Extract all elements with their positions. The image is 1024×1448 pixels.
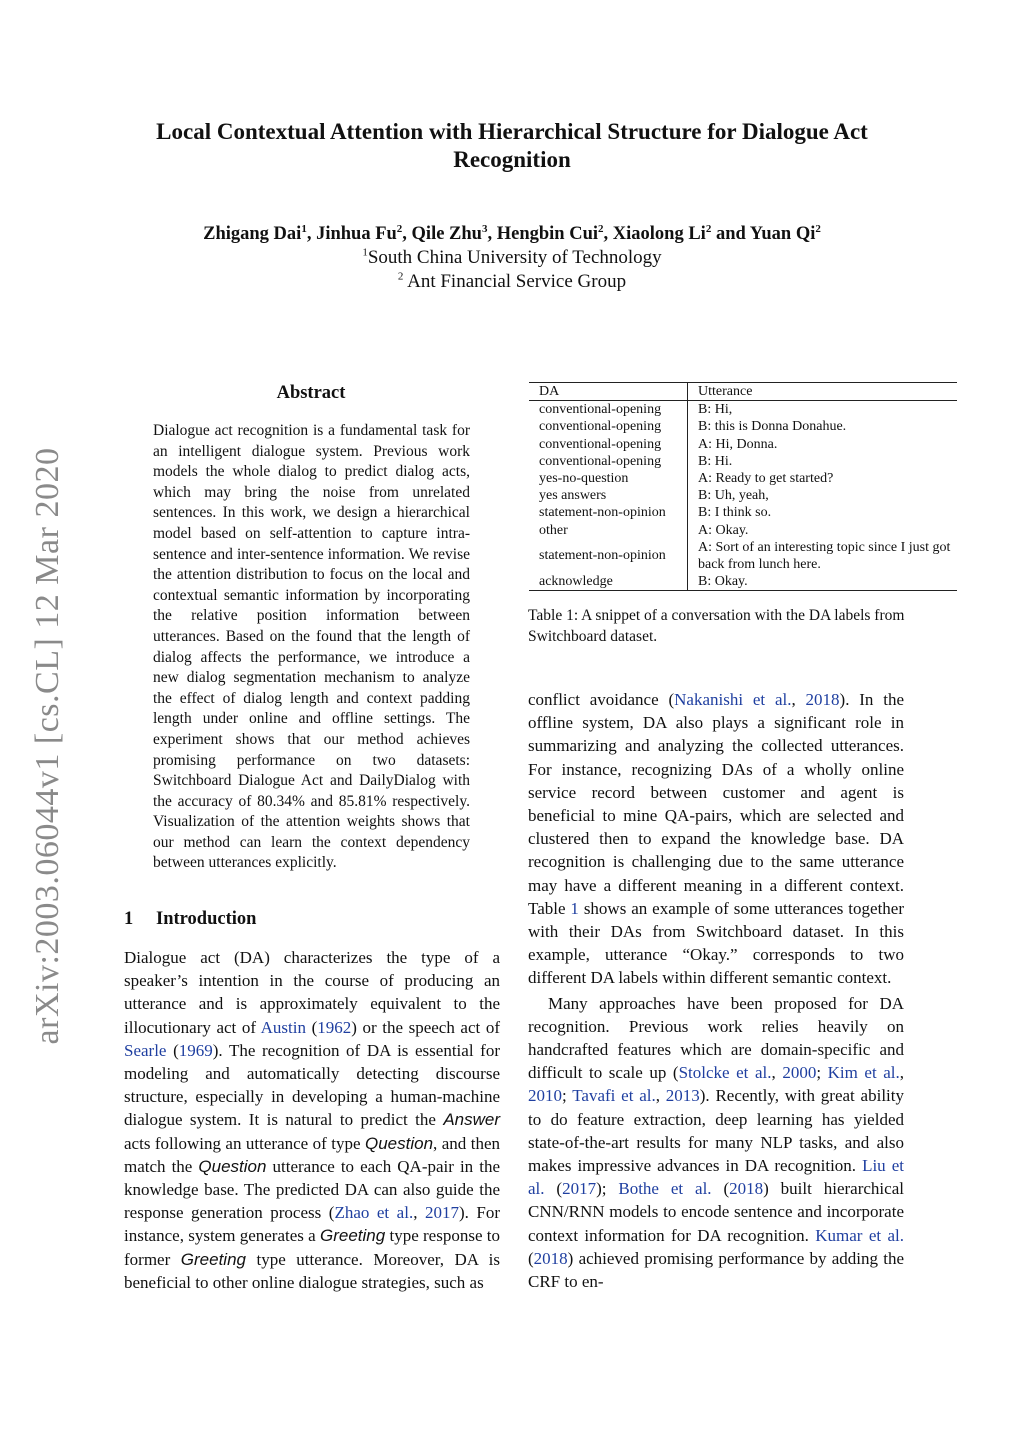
table-row — [529, 436, 957, 453]
table-cell: yes answers — [529, 487, 688, 504]
table-cell: conventional-opening — [529, 401, 688, 419]
author: Xiaolong Li$^2$ — [612, 222, 712, 244]
table-cell: B: Hi, — [698, 402, 733, 418]
table-row — [529, 522, 957, 539]
affiliation: $^2$ Ant Financial Service Group — [397, 270, 627, 292]
table-cell: A: Okay. — [698, 522, 749, 538]
citation-link[interactable]: Searle — [124, 1040, 167, 1060]
arxiv-identifier-stamp: arXiv:2003.06044v1 [cs.CL] 12 Mar 2020 — [29, 447, 66, 1045]
table-row — [529, 539, 957, 573]
abstract-text: Dialogue act recognition is a fundamental task for an intelligent dialogue system. Previous work models the whole dialog to predict dialog acts, which may bring the noise from unrelated sentences. In this work, we design a hierarchical model based on self-attention to capture intra-sentence and inter-sentence information. We revise the attention distribution to focus on the local and contextual semantic information by incorporating the relative position information between utterances. Based on the found that the length of dialog affects the performance, we introduce a new dialog segmentation mechanism to analyze the effect of dialog length and context padding length under online and offline settings. The experiment shows that our method achieves promising performance on two datasets: Switchboard Dialogue Act and DailyDialog with the accuracy of 80.34% and 85.81% respectively. Visualization of the attention weights shows that our method can learn the context dependency between utterances explicitly. — [153, 422, 470, 872]
citation-link[interactable]: 2010 — [528, 1086, 562, 1106]
citation-link[interactable]: 2018 — [805, 690, 840, 709]
table-row — [529, 573, 957, 591]
dialogue-act-table — [529, 382, 957, 591]
paragraph: conflict avoidance (Nakanishi et al., 2018). In the offline system, DA also plays a significant role in summarizing and analyzing the collected utterances. For instance, recognizing DAs of a wholly online service record between customer and agent is beneficial to mine QA-pairs, which are selected and clustered then to expand the knowledge base. DA recognition is challenging due to the same utterance may have a different meaning in a different context. Table 1 shows an example of some utterances together with their DAs from Switchboard dataset. In this example, utterance “Okay.” corresponds to two different DA labels within different semantic context. — [528, 690, 904, 988]
table-cell: acknowledge — [529, 573, 688, 591]
table-row — [529, 418, 957, 435]
citation-link[interactable]: Nakanishi et al. — [674, 690, 792, 709]
citation-link[interactable]: 2017 — [424, 1203, 459, 1223]
table-cell: A: Sort of an interesting topic since I just got back from lunch here. — [698, 539, 951, 573]
table-cell: yes-no-question — [529, 470, 688, 487]
table-cell: statement-non-opinion — [529, 539, 688, 573]
author: Qile Zhu$^3$ — [411, 222, 488, 244]
table-row — [529, 470, 957, 487]
table-header: DA — [529, 383, 688, 401]
table-reference-link[interactable]: 1 — [570, 898, 579, 918]
table-cell: B: Hi. — [698, 453, 733, 469]
citation-link[interactable]: Kim et al. — [827, 1063, 900, 1083]
table-cell: conventional-opening — [529, 436, 688, 453]
table-caption: Table 1: A snippet of a conversation with the DA labels from Switchboard dataset. — [528, 607, 905, 645]
citation-link[interactable]: 2000 — [782, 1063, 817, 1083]
abstract-heading: Abstract — [276, 383, 346, 403]
author: Jinhua Fu$^2$ — [316, 222, 403, 244]
table-header: Utterance — [688, 383, 958, 401]
introduction-paragraph: Dialogue act (DA) characterizes the type of a speaker’s intention in the course of producing an utterance and is approximately equivalent to the illocutionary act of Austin (1962) or the speech act of Searle (1969). The recognition of DA is essential for modeling and automatically detecting discourse structure, especially in developing a human-machine dialogue system. It is natural to predict the Answer acts following an utterance of type Question, and then match the Question utterance to each QA-pair in the knowledge base. The predicted DA can also guide the response generation process (Zhao et al., 2017). For instance, system generates a Greeting type response to former Greeting type utterance. Moreover, DA is beneficial to other online dialogue strategies, such as — [124, 948, 501, 1292]
citation-link[interactable]: 1962 — [317, 1017, 352, 1037]
citation-link[interactable]: Tavafi et al. — [572, 1086, 656, 1106]
table-cell: other — [529, 522, 688, 539]
citation-link[interactable]: 2018 — [729, 1179, 764, 1199]
table-cell: conventional-opening — [529, 418, 688, 435]
citation-link[interactable]: 2017 — [562, 1179, 597, 1199]
author: Hengbin Cui$^2$ — [496, 222, 604, 244]
table-cell: B: Okay. — [688, 573, 958, 591]
citation-link[interactable]: Bothe et al. — [618, 1179, 712, 1199]
author: Yuan Qi$^2$ — [749, 222, 821, 244]
author-list: Zhigang Dai$^1$, Jinhua Fu$^2$, Qile Zhu$^3$, Hengbin Cui$^2$, Xiaolong Li$^2$ and Yuan Qi$^2$ — [203, 222, 821, 244]
section-heading: 1 Introduction — [124, 909, 257, 929]
table-cell: statement-non-opinion — [529, 504, 688, 521]
right-column-text — [528, 688, 904, 1293]
table-cell: B: I think so. — [698, 505, 772, 521]
table-header-row — [529, 383, 957, 401]
citation-link[interactable]: Kumar et al. — [815, 1225, 904, 1245]
table-cell: B: Uh, yeah, — [698, 488, 769, 504]
citation-link[interactable]: Stolcke et al. — [678, 1063, 772, 1083]
table-row — [529, 487, 957, 504]
paragraph: Many approaches have been proposed for DA recognition. Previous work relies heavily on handcrafted features which are domain-specific and difficult to scale up (Stolcke et al., 2000; Kim et al., 2010; Tavafi et al., 2013). Recently, with great ability to do feature extraction, deep learning has yielded state-of-the-art results for many NLP tasks, and also makes impressive advances in DA recognition. Liu et al. (2017); Bothe et al. (2018) built hierarchical CNN/RNN models to encode sentence and incorporate context information for DA recognition. Kumar et al. (2018) achieved promising performance by adding the CRF to en- — [528, 993, 905, 1292]
paper-title: Local Contextual Attention with Hierarchical Structure for Dialogue Act Recognition — [156, 119, 868, 172]
table-cell: conventional-opening — [529, 453, 688, 470]
affiliation: $^1$South China University of Technology — [362, 246, 662, 268]
table-row — [529, 504, 957, 521]
table-row — [529, 453, 957, 470]
author: Zhigang Dai$^1$ — [203, 222, 307, 244]
citation-link[interactable]: 1969 — [178, 1040, 213, 1060]
citation-link[interactable]: Austin — [260, 1017, 306, 1037]
citation-link[interactable]: 2018 — [533, 1248, 568, 1268]
table-cell: B: this is Donna Donahue. — [698, 419, 847, 435]
citation-link[interactable]: 2013 — [665, 1086, 700, 1106]
citation-link[interactable]: Liu et al. — [528, 1156, 904, 1199]
table-cell: A: Hi, Donna. — [698, 436, 778, 452]
citation-link[interactable]: Zhao et al. — [334, 1203, 414, 1223]
table-row — [529, 401, 957, 419]
table-cell: A: Ready to get started? — [698, 471, 834, 487]
